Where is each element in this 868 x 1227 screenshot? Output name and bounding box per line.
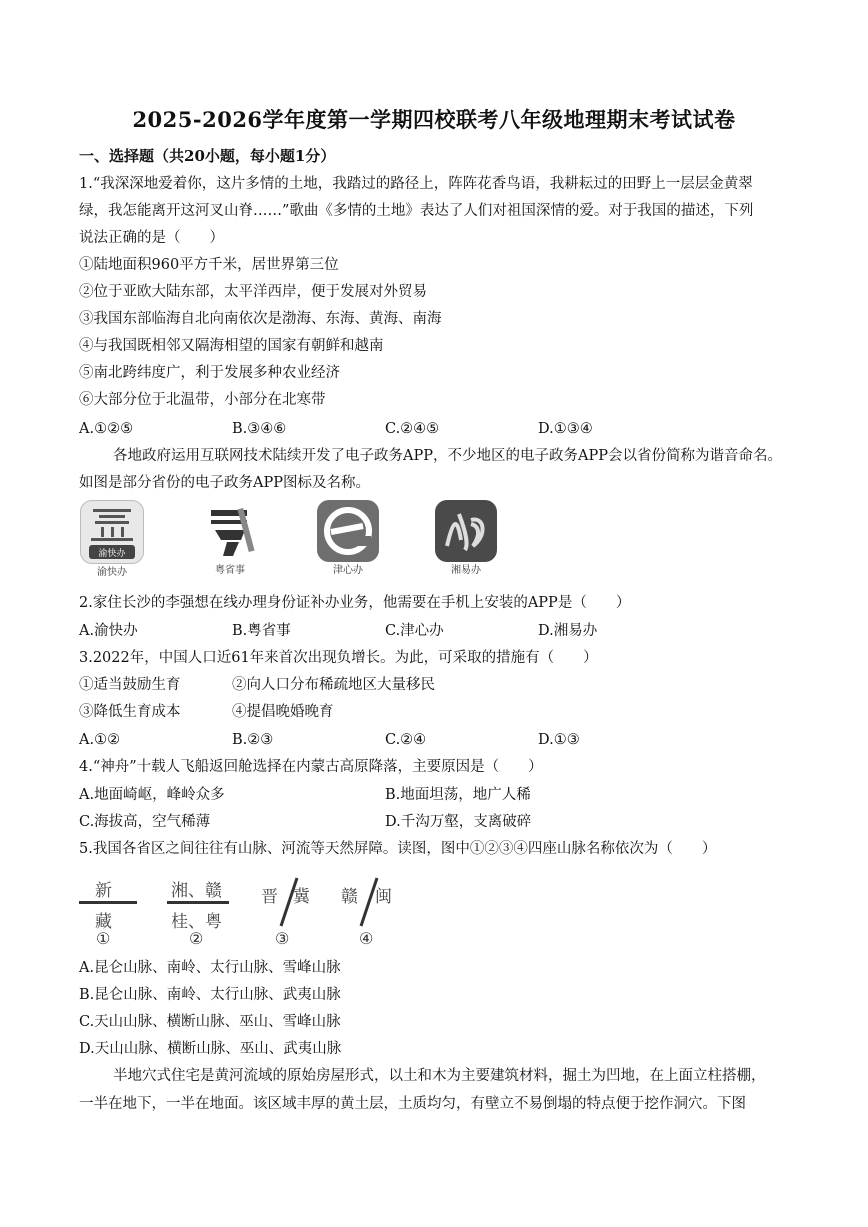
section-heading: 一、选择题（共20小题，每小题1分）	[79, 147, 336, 165]
figure-number: ③	[275, 929, 290, 948]
app-name: 渝快办	[97, 567, 127, 578]
q5-text: 5.我国各省区之间往往有山脉、河流等天然屏障。读图，图中①②③④四座山脉名称依次为（ ）	[79, 841, 717, 857]
yue-sheng-shi-icon	[199, 500, 261, 562]
q1-statement: ④与我国既相邻又隔海相望的国家有朝鲜和越南	[79, 338, 384, 354]
mountain-boundary-figure	[79, 876, 409, 948]
boundary-right-label: 冀	[293, 887, 310, 907]
q5-option-d[interactable]: D.天山山脉、横断山脉、巫山、武夷山脉	[79, 1041, 342, 1057]
boundary-bottom-label: 桂、粤	[171, 912, 222, 932]
q3-statement: ①适当鼓励生育	[79, 677, 181, 693]
app-name: 粤省事	[215, 565, 245, 576]
q3-option-d[interactable]: D.①③	[538, 732, 580, 748]
boundary-top-label: 新	[95, 881, 112, 901]
q4-option-c[interactable]: C.海拔高，空气稀薄	[79, 814, 211, 830]
q2-option-b[interactable]: B.粤省事	[232, 623, 291, 639]
q4-option-a[interactable]: A.地面崎岖，峰岭众多	[79, 787, 225, 803]
q3-text: 3.2022年，中国人口近61年来首次出现负增长。为此，可采取的措施有（ ）	[79, 650, 598, 666]
boundary-line	[79, 901, 137, 904]
app-item	[79, 500, 145, 579]
app-name: 湘易办	[451, 565, 481, 576]
material-text-line: 一半在地下，一半在地面。该区域丰厚的黄土层，土质均匀，有壁立不易倒塌的特点便于挖作洞穴。下图	[79, 1096, 746, 1112]
q1-option-a[interactable]: A.①②⑤	[79, 421, 134, 437]
q4-option-b[interactable]: B.地面坦荡，地广人稀	[385, 787, 531, 803]
q1-option-c[interactable]: C.②④⑤	[385, 421, 440, 437]
q3-option-a[interactable]: A.①②	[79, 732, 121, 748]
boundary-right-label: 闽	[375, 887, 392, 907]
app-item	[315, 500, 381, 577]
q1-text-line: 绿，我怎能离开这河叉山脊……”歌曲《多情的土地》表达了人们对祖国深情的爱。对于我国的描述，下列	[79, 203, 754, 219]
material-text-line: 如图是部分省份的电子政务APP图标及名称。	[79, 475, 370, 491]
figure-number: ④	[359, 929, 374, 948]
q1-statement: ②位于亚欧大陆东部，太平洋西岸，便于发展对外贸易	[79, 284, 427, 300]
boundary-bottom-label: 藏	[95, 912, 112, 932]
q2-option-c[interactable]: C.津心办	[385, 623, 444, 639]
q2-option-d[interactable]: D.湘易办	[538, 623, 598, 639]
q3-statement: ②向人口分布稀疏地区大量移民	[232, 677, 435, 693]
app-item	[197, 500, 263, 577]
q4-text: 4.“神舟”十载人飞船返回舱选择在内蒙古高原降落，主要原因是（ ）	[79, 759, 543, 775]
figure-number: ②	[189, 929, 204, 948]
xiang-yi-ban-icon	[435, 500, 497, 562]
q3-statement: ④提倡晚婚晚育	[232, 704, 334, 720]
q1-statement: ⑤南北跨纬度广，利于发展多种农业经济	[79, 365, 340, 381]
yu-kuai-ban-icon	[80, 500, 144, 564]
boundary-left-label: 赣	[341, 887, 358, 907]
material-text-line: 半地穴式住宅是黄河流域的原始房屋形式，以土和木为主要建筑材料，掘土为凹地，在上面立柱搭棚，	[113, 1068, 766, 1084]
app-name: 津心办	[333, 565, 363, 576]
app-icons-figure	[79, 500, 519, 584]
q5-option-b[interactable]: B.昆仑山脉、南岭、太行山脉、武夷山脉	[79, 987, 341, 1003]
app-badge-text: 渝快办	[98, 549, 126, 559]
q1-statement: ③我国东部临海自北向南依次是渤海、东海、黄海、南海	[79, 311, 442, 327]
q2-option-a[interactable]: A.渝快办	[79, 623, 138, 639]
q3-option-c[interactable]: C.②④	[385, 732, 427, 748]
q1-statement: ①陆地面积960平方千米，居世界第三位	[79, 257, 339, 273]
material-text-line: 各地政府运用互联网技术陆续开发了电子政务APP，不少地区的电子政务APP会以省份简称为谐音命名。	[113, 448, 782, 464]
figure-number: ①	[96, 929, 111, 948]
exam-title: 2025-2026学年度第一学期四校联考八年级地理期末考试试卷	[132, 107, 736, 132]
q4-option-d[interactable]: D.千沟万壑，支离破碎	[385, 814, 532, 830]
q3-statement: ③降低生育成本	[79, 704, 181, 720]
q1-statement: ⑥大部分位于北温带，小部分在北寒带	[79, 392, 326, 408]
boundary-line	[167, 901, 229, 904]
q1-option-b[interactable]: B.③④⑥	[232, 421, 287, 437]
q5-option-a[interactable]: A.昆仑山脉、南岭、太行山脉、雪峰山脉	[79, 960, 341, 976]
q1-text-line: 说法正确的是（ ）	[79, 230, 224, 246]
boundary-top-label: 湘、赣	[171, 881, 222, 901]
jin-xin-ban-icon	[317, 500, 379, 562]
q1-option-d[interactable]: D.①③④	[538, 421, 593, 437]
q1-text-line: 1.“我深深地爱着你，这片多情的土地，我踏过的路径上，阵阵花香鸟语，我耕耘过的田野上一层层金黄翠	[79, 176, 753, 192]
q3-option-b[interactable]: B.②③	[232, 732, 274, 748]
q2-text: 2.家住长沙的李强想在线办理身份证补办业务，他需要在手机上安装的APP是（ ）	[79, 595, 631, 611]
q5-option-c[interactable]: C.天山山脉、横断山脉、巫山、雪峰山脉	[79, 1014, 341, 1030]
boundary-left-label: 晋	[261, 887, 278, 907]
app-item	[433, 500, 499, 577]
